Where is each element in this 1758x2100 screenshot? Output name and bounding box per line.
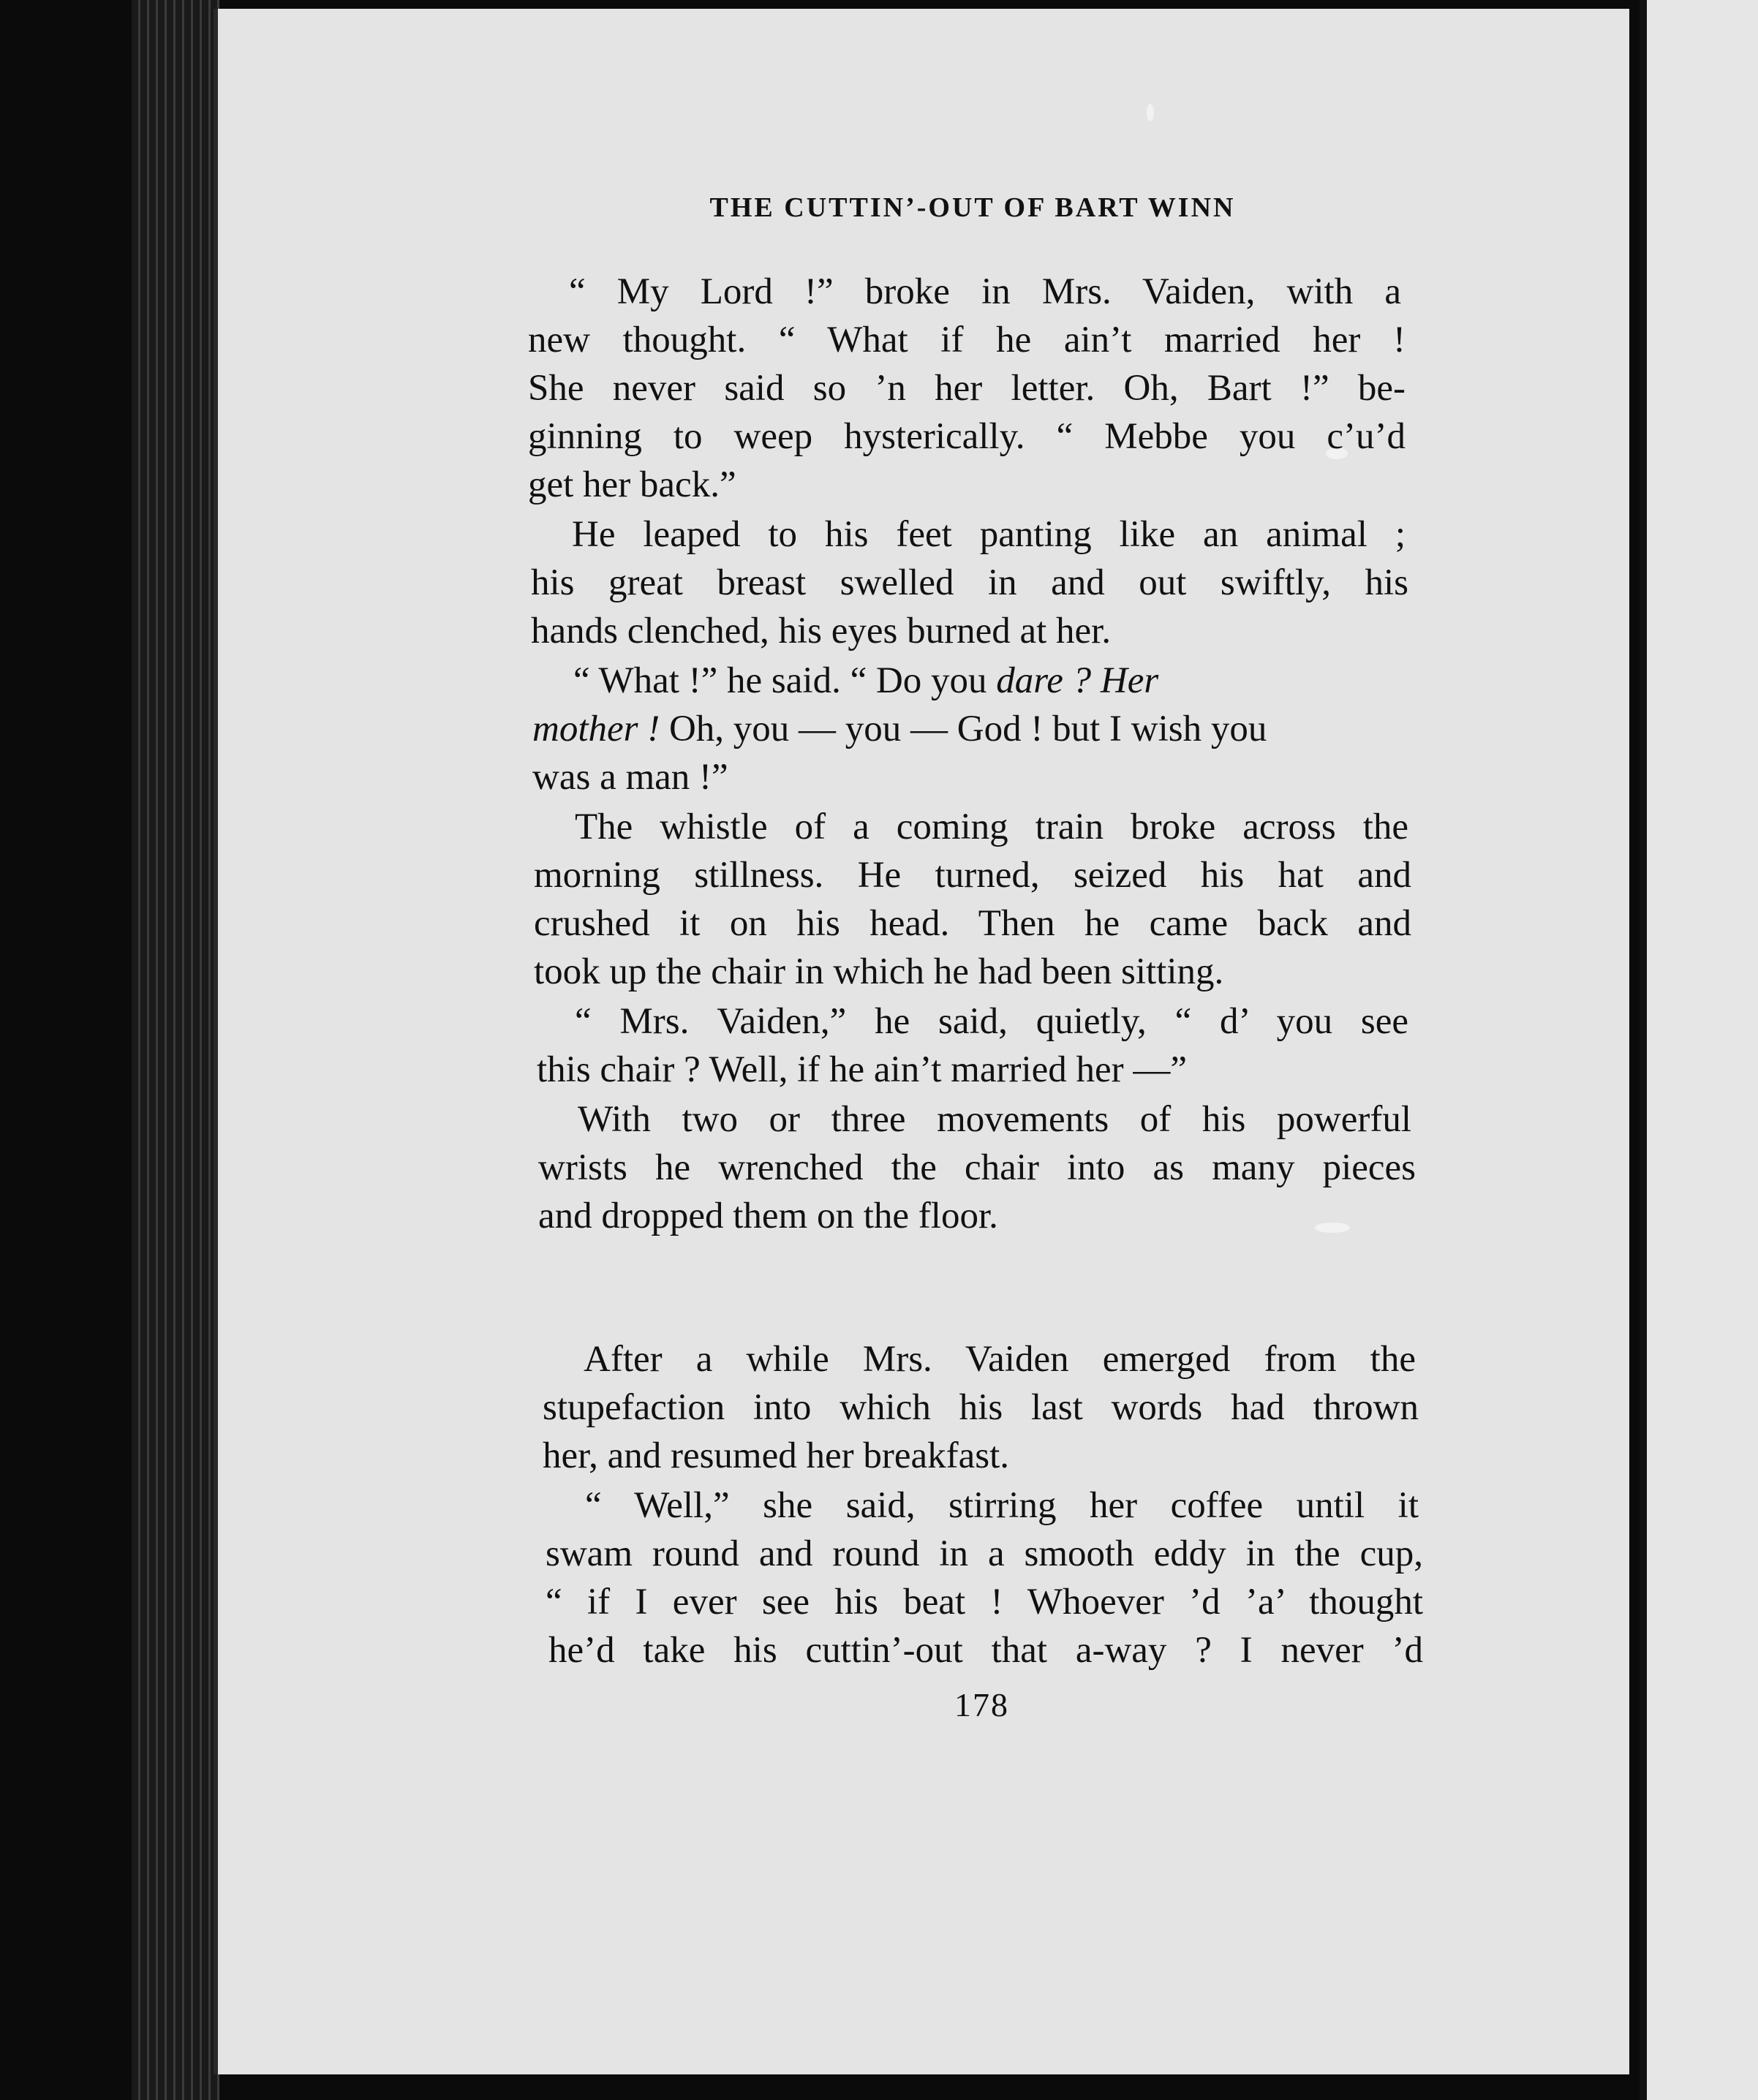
text-line: new thought. “ What if he ain’t married her ! <box>528 320 1406 360</box>
text-line <box>573 660 1158 702</box>
text-line: She never said so ’n her letter. Oh, Bart !” be- <box>528 368 1406 409</box>
scan-speck <box>1147 104 1154 121</box>
text-line <box>532 708 1267 750</box>
page-number: 178 <box>954 1686 1009 1723</box>
text-line: stupefaction into which his last words had thrown <box>543 1387 1419 1428</box>
text-line: was a man !” <box>532 757 728 798</box>
text-line: He leaped to his feet panting like an animal ; <box>572 514 1406 555</box>
text-line: morning stillness. He turned, seized his hat and <box>534 855 1411 896</box>
text-line: get her back.” <box>528 464 736 505</box>
text-line: “ Well,” she said, stirring her coffee until it <box>585 1485 1419 1526</box>
text-line: wrists he wrenched the chair into as many pieces <box>538 1147 1416 1188</box>
text-line: “ Mrs. Vaiden,” he said, quietly, “ d’ you see <box>575 1001 1408 1042</box>
text-line: swam round and round in a smooth eddy in the cup, <box>546 1533 1423 1574</box>
italic-text: mother ! <box>532 709 660 749</box>
text-line: ginning to weep hysterically. “ Mebbe you c’u’d <box>528 416 1406 457</box>
text-run: Oh, you — you — God ! but I wish you <box>660 709 1267 749</box>
text-line: her, and resumed her breakfast. <box>543 1435 1009 1476</box>
facing-page-edge <box>1640 0 1758 2100</box>
scan-speck <box>1315 1223 1350 1233</box>
italic-text: dare ? Her <box>996 660 1159 701</box>
text-line: he’d take his cuttin’-out that a-way ? I never ’d <box>548 1630 1423 1671</box>
text-line: this chair ? Well, if he ain’t married her —” <box>537 1049 1188 1090</box>
text-line: hands clenched, his eyes burned at her. <box>531 611 1112 651</box>
text-line: and dropped them on the floor. <box>538 1196 998 1236</box>
text-line: took up the chair in which he had been sitting. <box>534 951 1224 992</box>
text-line: With two or three movements of his powerful <box>578 1099 1411 1140</box>
text-line: crushed it on his head. Then he came back and <box>534 903 1411 944</box>
running-head: THE CUTTIN’-OUT OF BART WINN <box>709 192 1236 223</box>
text-line: After a while Mrs. Vaiden emerged from the <box>584 1339 1416 1380</box>
text-line: “ My Lord !” broke in Mrs. Vaiden, with a <box>569 271 1401 312</box>
text-line: The whistle of a coming train broke across the <box>575 807 1408 847</box>
text-line: his great breast swelled in and out swiftly, his <box>531 562 1408 603</box>
text-run: “ What !” he said. “ Do you <box>573 660 997 701</box>
text-line: “ if I ever see his beat ! Whoever ’d ’a’ thought <box>546 1582 1423 1623</box>
page-edges <box>132 0 219 2100</box>
